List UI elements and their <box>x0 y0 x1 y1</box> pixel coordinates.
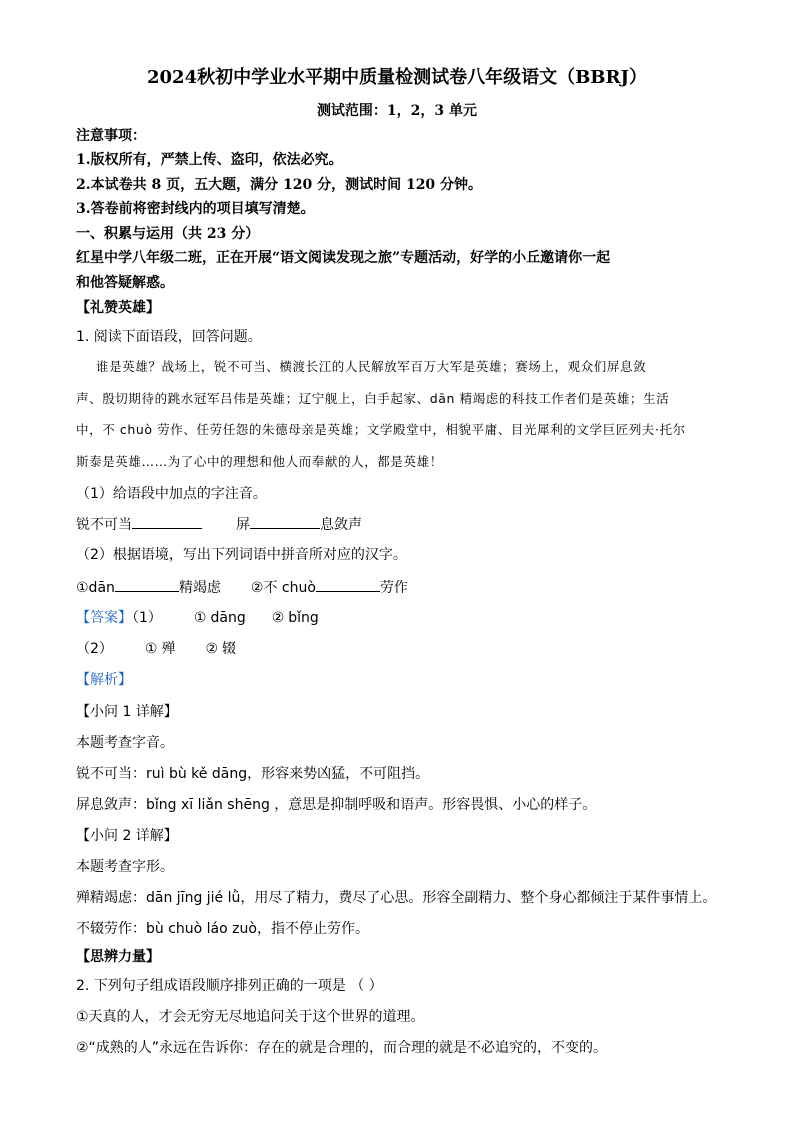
sub-detail-heading: 【小问 2 详解】 <box>76 828 178 844</box>
question-stem: 2. 下列句子组成语段顺序排列正确的一项是 （ ） <box>76 978 383 994</box>
fill-word: 锐不可当 <box>76 517 132 533</box>
section-intro: 和他答疑解惑。 <box>76 275 174 291</box>
notes-item: 3.答卷前将密封线内的项目填写清楚。 <box>76 201 315 217</box>
answer-blank[interactable] <box>250 514 320 529</box>
fill-word: 精竭虑 <box>178 580 221 596</box>
fill-word: 息敛声 <box>320 517 362 533</box>
detail-text: 屏息敛声：bǐng xī liǎn shēng ，意思是抑制呼吸和语声。形容畏惧、小心的样子。 <box>76 797 597 813</box>
fill-word: 屏 <box>236 517 250 533</box>
answer-mark: ② <box>271 610 285 626</box>
answer-row <box>76 608 319 628</box>
fill-word: 劳作 <box>379 580 408 596</box>
question-tag: 【礼赞英雄】 <box>76 300 160 316</box>
notes-item: 1.版权所有，严禁上传、盗印，依法必究。 <box>76 152 343 168</box>
fill-row <box>76 514 362 535</box>
answer-mark: ② <box>205 641 219 657</box>
detail-text: 殚精竭虑：dān jīng jié lǜ，用尽了精力，费尽了心思。形容全副精力、整个身心都倾注于某件事情上。 <box>76 890 717 906</box>
answer-blank[interactable] <box>115 577 179 592</box>
answer-label: 【答案】 <box>76 610 132 626</box>
page-title: 2024秋初中学业水平期中质量检测试卷八年级语文（BBRJ） <box>147 67 647 88</box>
question-tag: 【思辨力量】 <box>76 949 160 965</box>
sub-question: （1）给语段中加点的字注音。 <box>76 486 267 502</box>
answer-value: bǐng <box>288 610 319 626</box>
answer-row <box>76 639 236 659</box>
fill-word: ①dān <box>76 580 115 596</box>
answer-blank[interactable] <box>316 577 380 592</box>
answer-mark: ① <box>193 610 207 626</box>
sub-question: （2）根据语境，写出下列词语中拼音所对应的汉字。 <box>76 547 407 563</box>
analysis-label: 【解析】 <box>76 672 132 688</box>
answer-value: 辍 <box>222 641 237 657</box>
question-stem: 1. 阅读下面语段，回答问题。 <box>76 329 262 345</box>
sub-detail-heading: 【小问 1 详解】 <box>76 704 178 720</box>
detail-text: 锐不可当：ruì bù kě dāng，形容来势凶猛，不可阻挡。 <box>76 766 430 782</box>
answer-value: dāng <box>210 610 246 626</box>
answer-value: 殚 <box>161 641 176 657</box>
detail-text: 本题考查字形。 <box>76 859 174 875</box>
test-scope: 测试范围：1，2，3 单元 <box>316 103 478 119</box>
answer-number: （2） <box>76 641 113 657</box>
passage-line: 谁是英雄？战场上，锐不可当、横渡长江的人民解放军百万大军是英雄；赛场上，观众们屏息敛 <box>96 359 647 374</box>
answer-number: （1） <box>132 610 162 626</box>
option-text: ②“成熟的人”永远在告诉你：存在的就是合理的，而合理的就是不必追究的，不变的。 <box>76 1040 608 1056</box>
detail-text: 不辍劳作：bù chuò láo zuò，指不停止劳作。 <box>76 921 369 937</box>
fill-word: ②不 chuò <box>250 580 316 596</box>
fill-row <box>76 577 408 598</box>
passage-line: 斯泰是英雄……为了心中的理想和他人而奉献的人，都是英雄！ <box>76 454 443 469</box>
answer-mark: ① <box>144 641 158 657</box>
detail-text: 本题考查字音。 <box>76 735 174 751</box>
answer-blank[interactable] <box>132 514 202 529</box>
notes-heading: 注意事项： <box>76 128 146 144</box>
passage-line: 中，不 chuò 劳作、任劳任怨的朱德母亲是英雄；文学殿堂中，相貌平庸、目光犀利的文学巨匠列夫·托尔 <box>76 422 686 437</box>
notes-item: 2.本试卷共 8 页，五大题，满分 120 分，测试时间 120 分钟。 <box>76 177 483 193</box>
passage-line: 声、殷切期待的跳水冠军吕伟是英雄；辽宁舰上，白手起家、dān 精竭虑的科技工作者们是英雄；生活 <box>76 391 670 406</box>
section-intro: 红星中学八年级二班，正在开展“语文阅读发现之旅”专题活动，好学的小丘邀请你一起 <box>76 250 611 266</box>
section-heading: 一、积累与运用（共 23 分） <box>76 226 260 242</box>
option-text: ①天真的人，才会无穷无尽地追问关于这个世界的道理。 <box>76 1009 425 1025</box>
